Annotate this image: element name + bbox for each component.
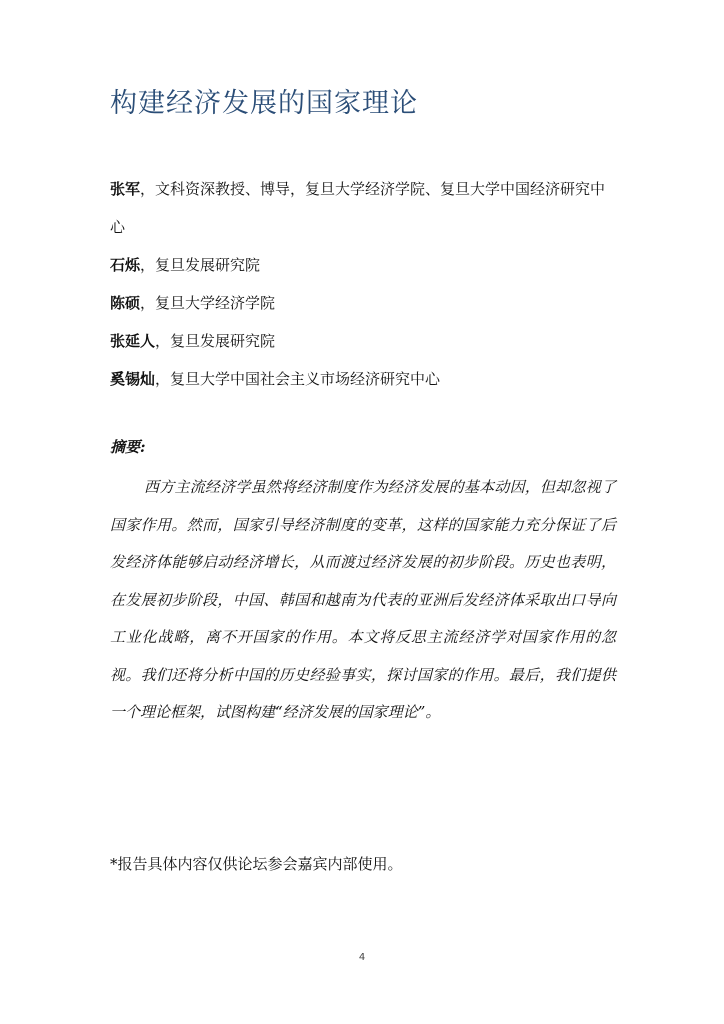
author-affiliation: ，文科资深教授、博导，复旦大学经济学院、复旦大学中国经济研究中心 bbox=[110, 180, 606, 236]
author-entry bbox=[110, 322, 620, 360]
author-entry bbox=[110, 360, 620, 398]
author-entry bbox=[110, 284, 620, 322]
abstract-body: 西方主流经济学虽然将经济制度作为经济发展的基本动因，但却忽视了国家作用。然而，国家引导经济制度的变革，这样的国家能力充分保证了后发经济体能够启动经济增长，从而渡过经济发展的初步阶段。历史也表明，在发展初步阶段，中国、韩国和越南为代表的亚洲后发经济体采取出口导向工业化战略，离不开国家的作用。本文将反思主流经济学对国家作用的忽视。我们还将分析中国的历史经验事实，探讨国家的作用。最后，我们提供一个理论框架，试图构建“经济发展的国家理论”。 bbox=[110, 478, 616, 721]
author-name: 陈硕 bbox=[110, 294, 141, 312]
author-list bbox=[110, 170, 620, 398]
author-name: 石烁 bbox=[110, 256, 141, 274]
author-entry bbox=[110, 246, 620, 284]
author-name: 奚锡灿 bbox=[110, 370, 156, 388]
author-name: 张军 bbox=[110, 180, 141, 198]
page-number: 4 bbox=[358, 952, 366, 963]
footnote: *报告具体内容仅供论坛参会嘉宾内部使用。 bbox=[110, 855, 403, 873]
author-affiliation: ，复旦大学经济学院 bbox=[140, 294, 276, 312]
author-affiliation: ，复旦发展研究院 bbox=[155, 332, 276, 350]
author-affiliation: ，复旦发展研究院 bbox=[140, 256, 261, 274]
author-affiliation: ，复旦大学中国社会主义市场经济研究中心 bbox=[155, 370, 441, 388]
abstract-heading: 摘要: bbox=[110, 438, 146, 456]
author-entry bbox=[110, 170, 620, 246]
author-name: 张延人 bbox=[110, 332, 156, 350]
document-title: 构建经济发展的国家理论 bbox=[110, 88, 418, 119]
